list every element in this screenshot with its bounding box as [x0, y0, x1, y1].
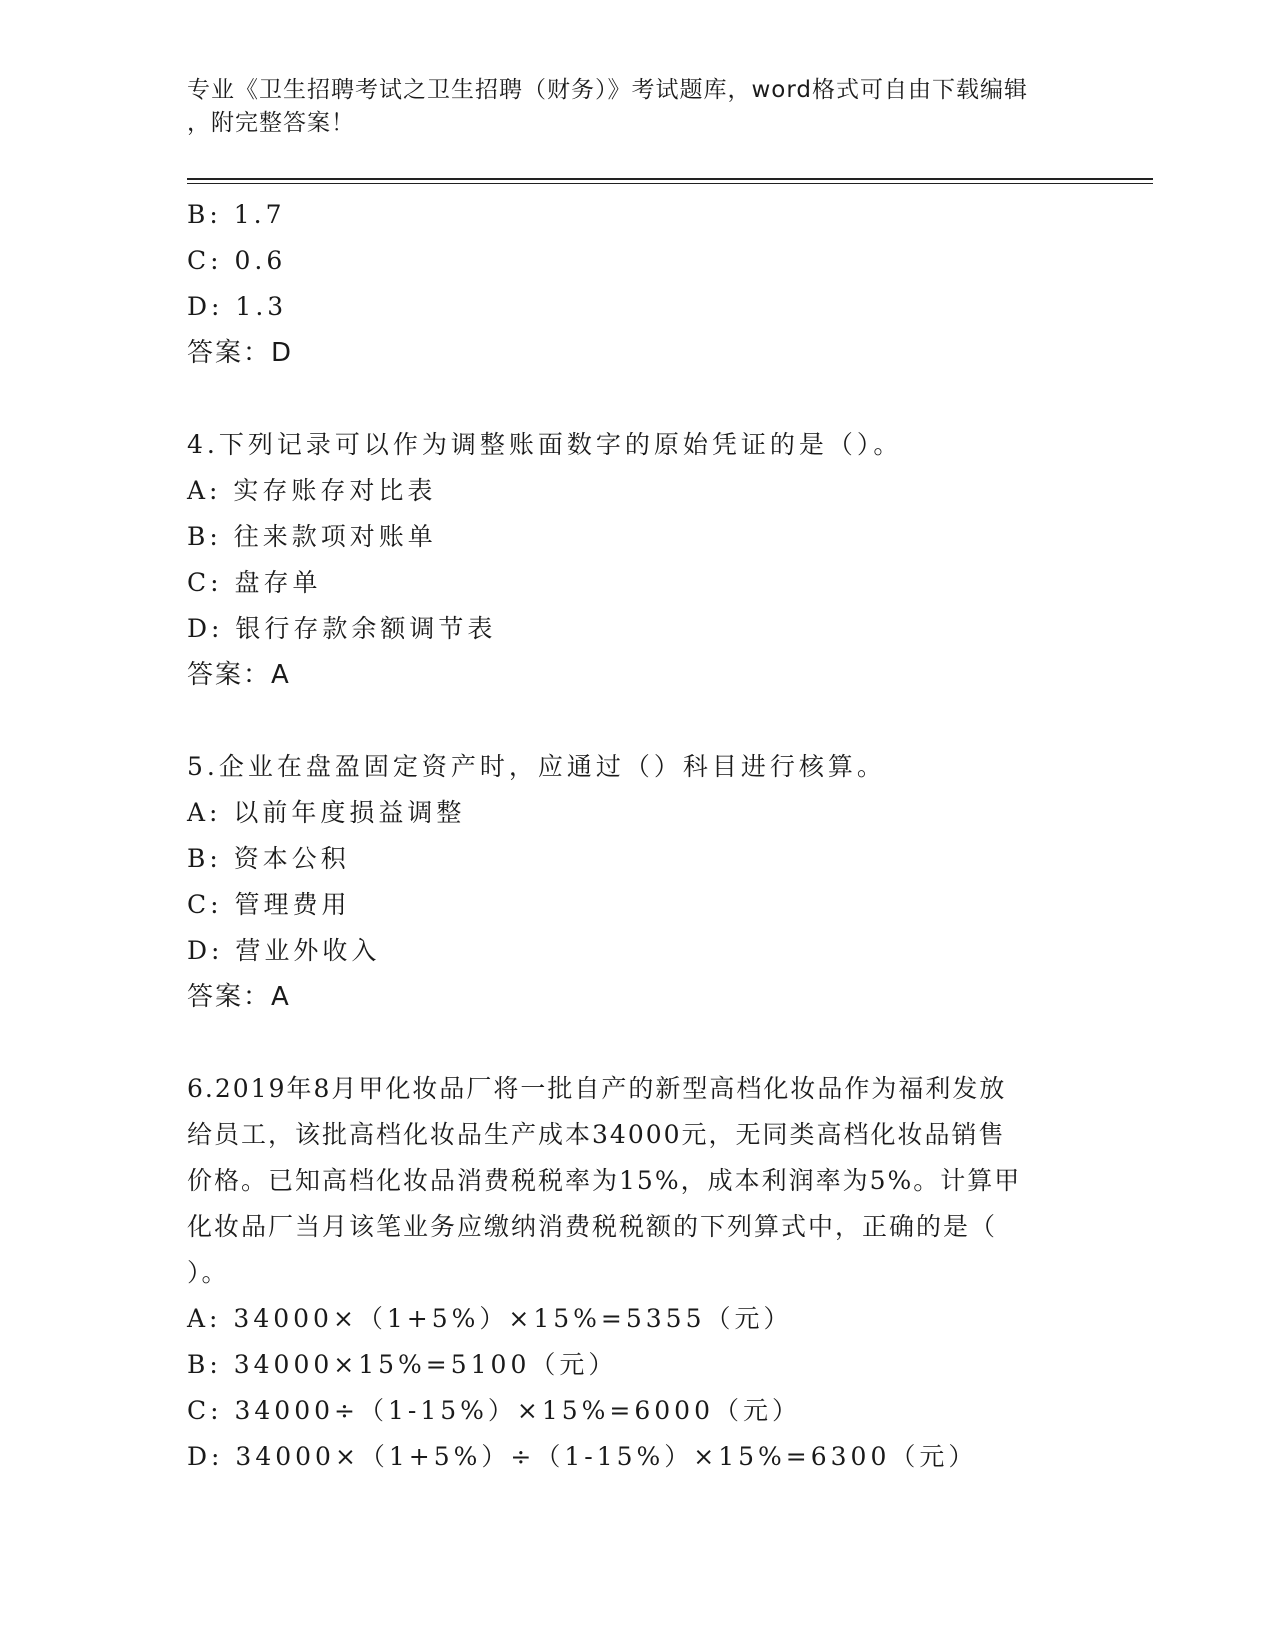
option-c: C: 0.6 [187, 246, 287, 275]
header-line-2: ，附完整答案！ [187, 110, 355, 136]
question-3-tail [187, 192, 1087, 376]
option-c: C: 盘存单 [187, 568, 322, 597]
spacer [187, 698, 1087, 744]
question-stem-line: ）。 [187, 1258, 229, 1287]
question-stem-line: 给员工，该批高档化妆品生产成本34000元，无同类高档化妆品销售 [187, 1120, 1006, 1149]
option-a: A: 以前年度损益调整 [187, 798, 466, 827]
header-divider-thin [187, 183, 1153, 184]
option-c: C: 34000÷（1-15%）×15%=6000（元） [187, 1396, 801, 1425]
spacer [187, 1020, 1087, 1066]
option-b: B: 往来款项对账单 [187, 522, 437, 551]
option-d: D: 1.3 [187, 292, 288, 321]
header-divider-thick [187, 178, 1153, 180]
answer-label: 答案：D [187, 338, 294, 368]
option-a: A: 34000×（1+5%）×15%=5355（元） [187, 1304, 793, 1333]
header-line-1: 专业《卫生招聘考试之卫生招聘（财务）》考试题库，word格式可自由下载编辑 [187, 77, 1029, 103]
option-b: B: 资本公积 [187, 844, 350, 873]
answer-label: 答案：A [187, 982, 291, 1012]
answer-label: 答案：A [187, 660, 291, 690]
option-c: C: 管理费用 [187, 890, 351, 919]
question-5 [187, 744, 1087, 1020]
option-b: B: 1.7 [187, 200, 286, 229]
question-4 [187, 422, 1087, 698]
question-list [187, 192, 1087, 1480]
question-stem: 4.下列记录可以作为调整账面数字的原始凭证的是（）。 [187, 430, 903, 459]
option-d: D: 34000×（1+5%）÷（1-15%）×15%=6300（元） [187, 1442, 978, 1471]
question-stem: 5.企业在盘盈固定资产时，应通过（）科目进行核算。 [187, 752, 886, 781]
question-stem-line: 6.2019年8月甲化妆品厂将一批自产的新型高档化妆品作为福利发放 [187, 1074, 1007, 1103]
option-d: D: 银行存款余额调节表 [187, 614, 497, 643]
question-stem-line: 化妆品厂当月该笔业务应缴纳消费税税额的下列算式中，正确的是（ [187, 1212, 998, 1241]
question-6 [187, 1066, 1087, 1480]
document-header [187, 74, 1067, 140]
question-stem-line: 价格。已知高档化妆品消费税税率为15%，成本利润率为5%。计算甲 [187, 1166, 1022, 1195]
option-b: B: 34000×15%=5100（元） [187, 1350, 618, 1379]
option-a: A: 实存账存对比表 [187, 476, 437, 505]
option-d: D: 营业外收入 [187, 936, 381, 965]
spacer [187, 376, 1087, 422]
